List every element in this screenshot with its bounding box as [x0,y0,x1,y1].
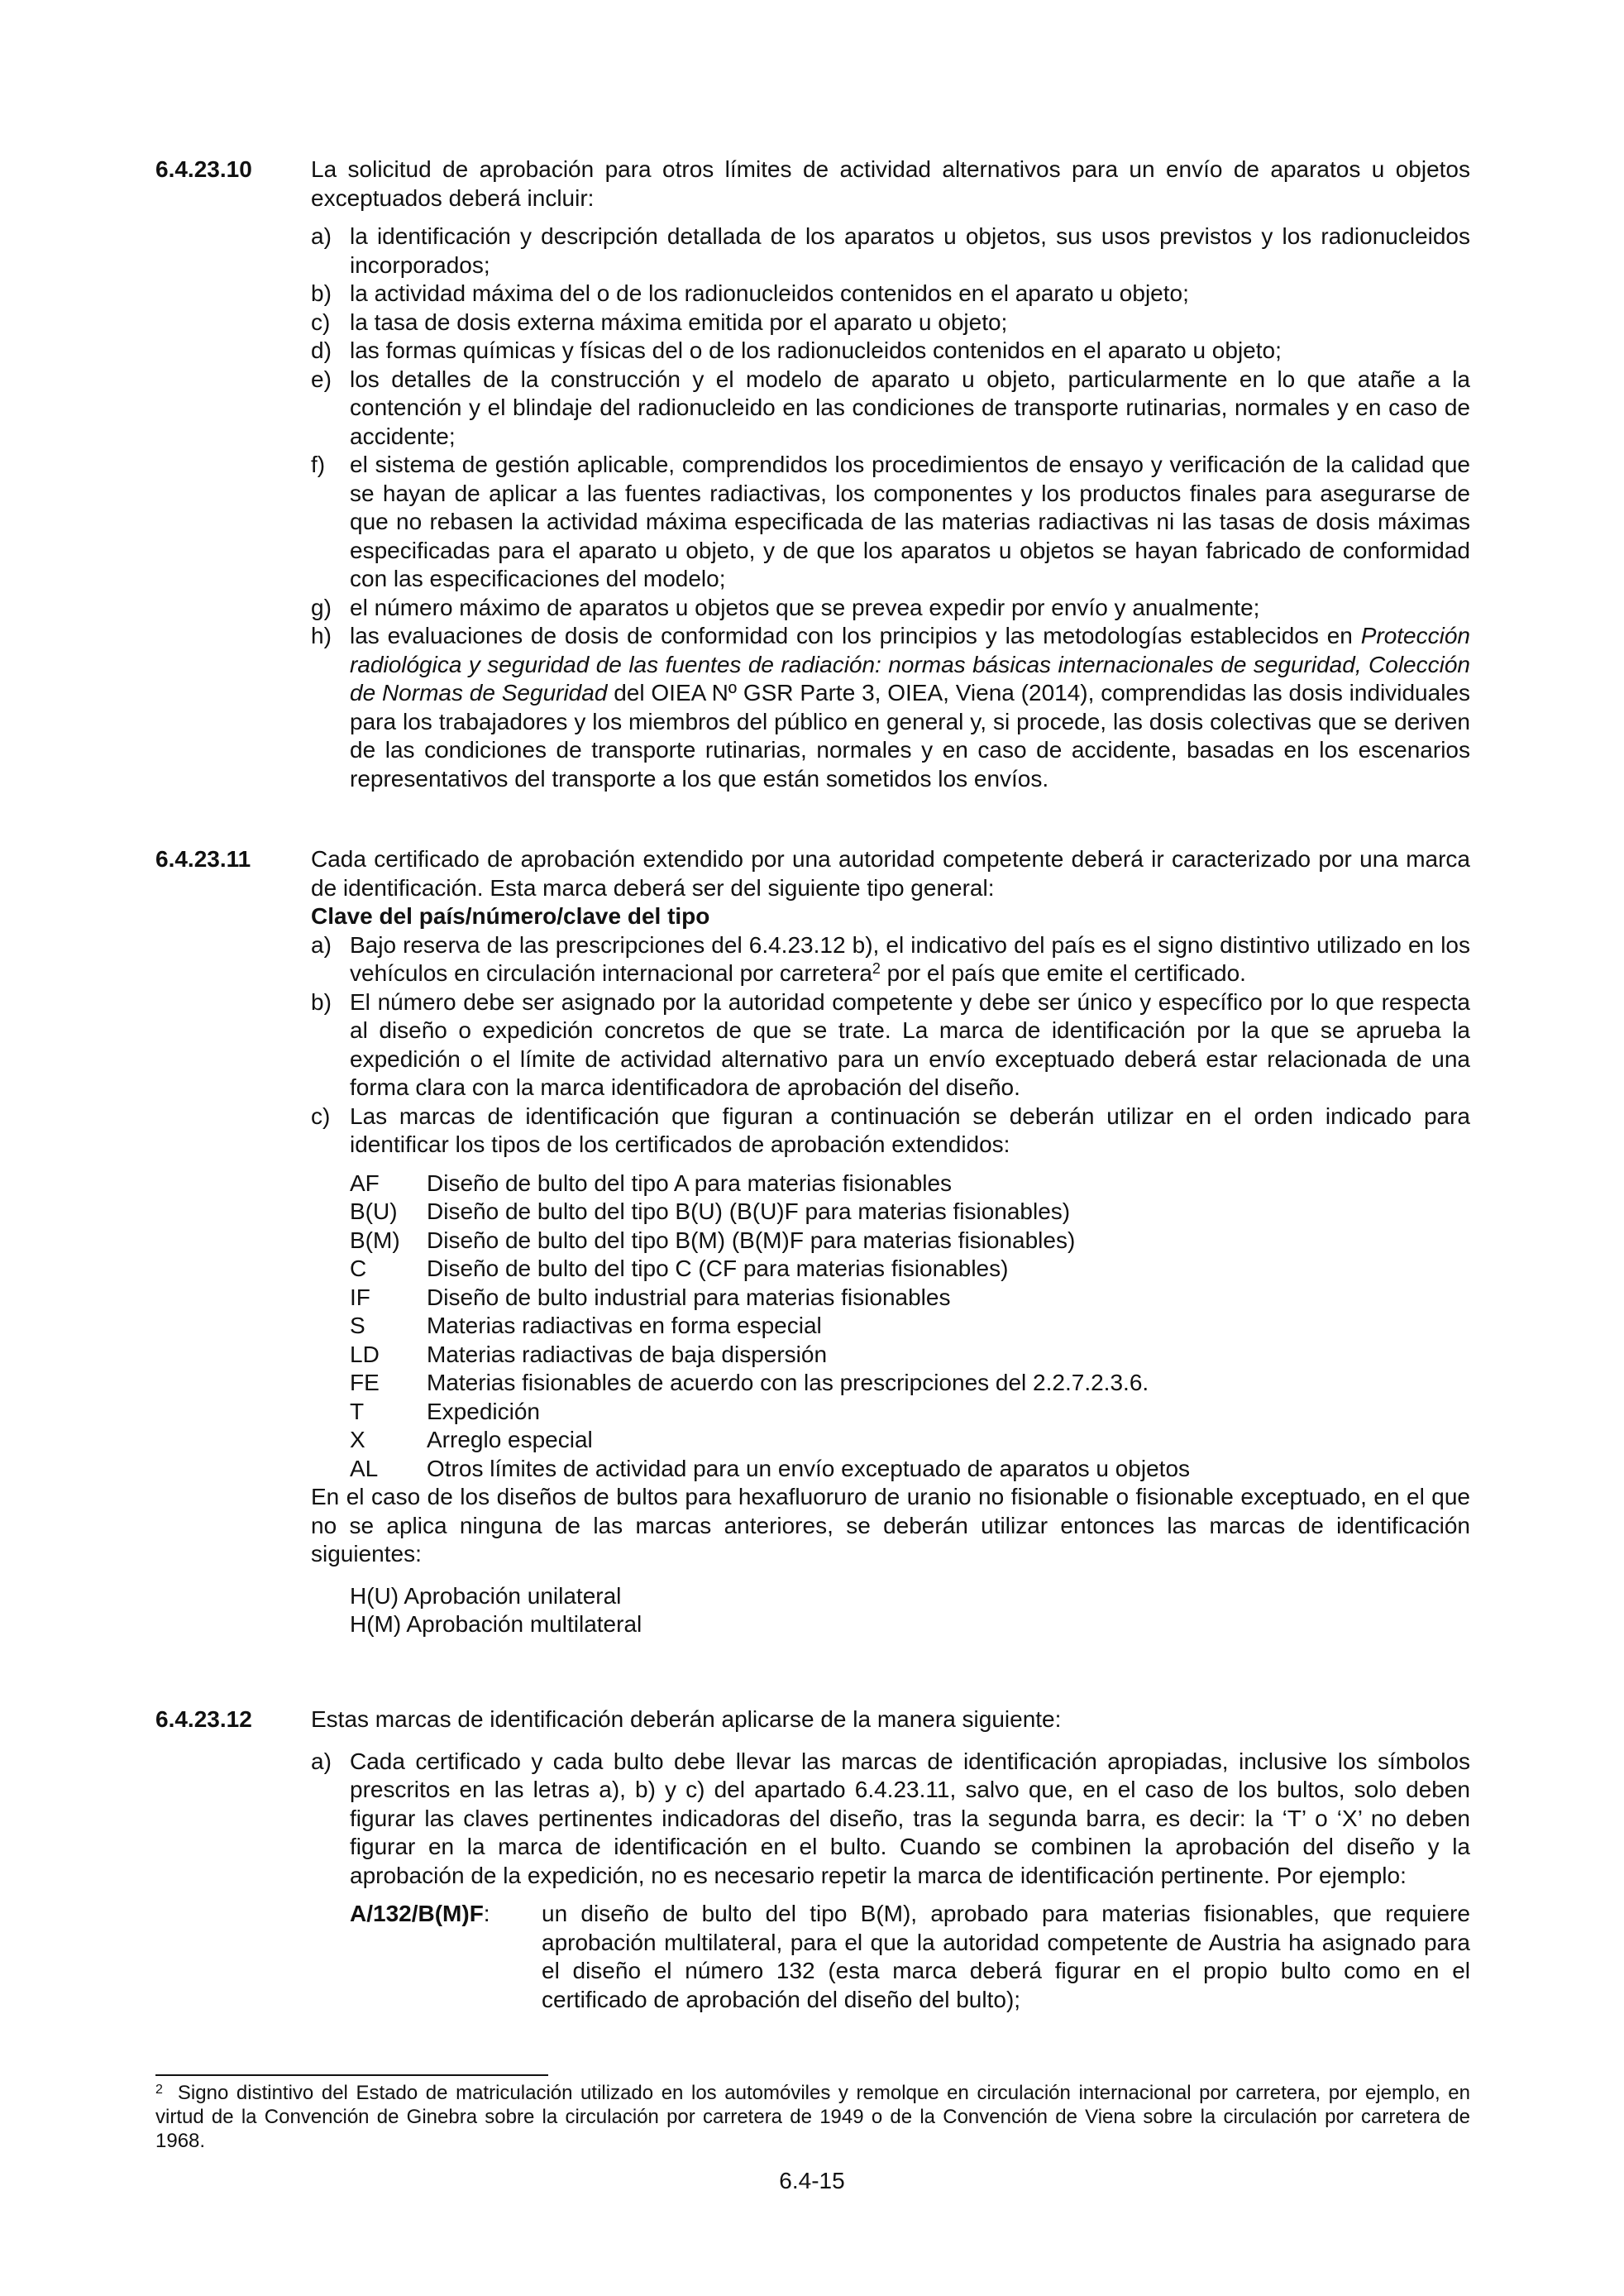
list-item [311,366,1470,452]
identification-codes-table [350,1170,1470,1484]
code: IF [350,1284,370,1310]
list-text: la identificación y descripción detallada de los aparatos u objetos, sus usos previstos y los radionucleidos incorporados; [350,223,1470,278]
section-intro: Cada certificado de aprobación extendido por una autoridad competente deberá ir caracterizado por una marca de identificación. Esta marca deberá ser del siguiente tipo general: [311,846,1470,901]
section-number: 6.4.23.11 [155,846,251,872]
list-item [311,594,1470,623]
uranium-marks [350,1582,1470,1639]
code: FE [350,1370,380,1395]
section-body [311,1705,1470,2014]
text-run: por el país que emite el certificado. [880,960,1246,986]
code-row [350,1312,1470,1341]
section-number: 6.4.23.10 [155,156,252,182]
code-description: Diseño de bulto del tipo A para materias fisionables [427,1170,953,1196]
footnote-text: Signo distintivo del Estado de matriculación utilizado en los automóviles y remolque en circulación internacional por carretera, por ejemplo, en virtud de la Convención de Ginebra sobre la circulación por carretera de 1949 o de la Convención de Viena sobre la circulación por carretera de 1968. [155,2082,1470,2152]
code-row [350,1198,1470,1227]
code-description: Materias fisionables de acuerdo con las prescripciones del 2.2.7.2.3.6. [427,1370,1149,1395]
h-mark-line: H(U) Aprobación unilateral [350,1582,622,1609]
code-row [350,1426,1470,1455]
list-item [311,337,1470,366]
list-text: la tasa de dosis externa máxima emitida por el aparato u objeto; [350,309,1008,335]
code: S [350,1313,365,1338]
list-text: las formas químicas y físicas del o de los radionucleidos contenidos en el aparato u objeto; [350,337,1282,363]
text-run: Bajo reserva de las prescripciones del 6.4.23.12 b), el indicativo del país es el signo distintivo utilizado en los vehículos en circulación internacional por carretera [350,931,1470,986]
section-body [311,155,1470,793]
code-description: Expedición [427,1398,540,1424]
list-label: a) [311,223,332,249]
section-intro: La solicitud de aprobación para otros límites de actividad alternativos para un envío de aparatos u objetos exceptuados deberá incluir: [311,156,1470,211]
code: X [350,1427,365,1452]
example-description: un diseño de bulto del tipo B(M), aprobado para materias fisionables, que requiere aprobación multilateral, para el que la autoridad competente de Austria ha asignado para el diseño el número 132 (esta marca deberá figurar en el propio bulto como en el certificado de aprobación del diseño del bulto); [542,1901,1470,2012]
list-item [311,988,1470,1103]
code: AL [350,1455,379,1481]
code: AF [350,1170,380,1196]
section-6-4-23-10 [155,155,1470,793]
code-row [350,1341,1470,1370]
list-label: b) [311,988,332,1015]
footnote-marker: 2 [155,2083,163,2097]
footnote-separator [155,2074,548,2076]
mark-format-heading: Clave del país/número/clave del tipo [311,903,710,929]
list-item [311,309,1470,337]
list-label: h) [311,623,332,648]
code-row [350,1455,1470,1484]
code: B(U) [350,1198,398,1224]
text-run: las evaluaciones de dosis de conformidad con los principios y las metodologías establecidos en [350,623,1361,648]
list-text: Cada certificado y cada bulto debe llevar las marcas de identificación apropiadas, inclusive los símbolos prescritos en las letras a), b) y c) del apartado 6.4.23.11, salvo que, en el caso de los bultos, solo deben figurar las claves pertinentes indicadoras del diseño, tras la segunda barra, es decir: la ‘T’ o ‘X’ no deben figurar en la marca de identificación en el bulto. Cuando se combinen la aprobación del diseño y la aprobación de la expedición, no es necesario repetir la marca de identificación pertinente. Por ejemplo: [350,1748,1470,1888]
list-text: El número debe ser asignado por la autoridad competente y debe ser único y específico por lo que respecta al diseño o expedición concretos de que se trate. La marca de identificación por la que se aprueba la expedición o el límite de actividad alternativo para un envío exceptuado deberá estar relacionada de una forma clara con la marca identificadora de aprobación del diseño. [350,988,1470,1100]
code-description: Diseño de bulto del tipo B(U) (B(U)F para materias fisionables) [427,1198,1071,1224]
list-item [311,280,1470,309]
footnote [155,2081,1470,2153]
list-item [311,931,1470,988]
list-text: Las marcas de identificación que figuran a continuación se deberán utilizar en el orden indicado para identificar los tipos de los certificados de aprobación extendidos: [350,1103,1470,1157]
code-description: Otros límites de actividad para un envío exceptuado de aparatos u objetos [427,1455,1191,1481]
list-item [311,1103,1470,1160]
section-6-4-23-12 [155,1705,1470,2014]
h-mark-line: H(M) Aprobación multilateral [350,1611,642,1637]
code-description: Arreglo especial [427,1427,593,1452]
example-mark [350,1900,1470,2014]
code-row [350,1398,1470,1427]
list-label: c) [311,309,331,335]
footnote-reference: 2 [872,960,881,977]
list-text [350,622,1470,793]
section-6-4-23-11 [155,845,1470,1639]
code-description: Diseño de bulto del tipo C (CF para materias fisionables) [427,1256,1009,1281]
list-label: c) [311,1103,331,1129]
list-label: g) [311,594,332,620]
list-item [311,222,1470,280]
example-code [350,1900,542,2014]
list-label: a) [311,1748,332,1774]
code: C [350,1256,367,1281]
example-code-colon: : [483,1901,490,1926]
list-label: f) [311,452,326,477]
code-description: Materias radiactivas en forma especial [427,1313,822,1338]
code-row [350,1170,1470,1198]
code: B(M) [350,1227,400,1253]
list-label: b) [311,280,332,306]
list-label: e) [311,366,332,392]
requirements-list [311,222,1470,793]
list-text: la actividad máxima del o de los radionucleidos contenidos en el aparato u objeto; [350,280,1189,306]
code-description: Diseño de bulto industrial para materias fisionables [427,1284,951,1310]
uranium-hexafluoride-paragraph: En el caso de los diseños de bultos para hexafluoruro de uranio no fisionable o fisionable exceptuado, en el que no se aplica ninguna de las marcas anteriores, se deberán utilizar entonces las marcas de identificación siguientes: [311,1484,1470,1567]
section-number: 6.4.23.12 [155,1706,252,1732]
code-row [350,1369,1470,1398]
list-item [311,1748,1470,1891]
page-number: 6.4-15 [779,2168,845,2193]
code-row [350,1227,1470,1256]
section-body [311,845,1470,1639]
list-item [311,622,1470,793]
list-item [311,451,1470,594]
publication-title: Protección radiológica y seguridad de las fuentes de radiación: normas básicas internacionales de seguridad, Colección de Normas de Seguridad [350,623,1470,706]
list-text [350,931,1470,988]
code-description: Diseño de bulto del tipo B(M) (B(M)F para materias fisionables) [427,1227,1076,1253]
list-text: el número máximo de aparatos u objetos que se prevea expedir por envío y anualmente; [350,594,1260,620]
list-text: el sistema de gestión aplicable, comprendidos los procedimientos de ensayo y verificación de la calidad que se hayan de aplicar a las fuentes radiactivas, los componentes y los productos finales para asegurarse de que no rebasen la actividad máxima especificada de las materias radiactivas ni las tasas de dosis máximas especificadas para el aparato u objeto, y de que los aparatos u objetos se hayan fabricado de conformidad con las especificaciones del modelo; [350,452,1470,591]
code-row [350,1255,1470,1284]
list-label: a) [311,931,332,958]
code: T [350,1398,365,1424]
section-intro: Estas marcas de identificación deberán aplicarse de la manera siguiente: [311,1706,1062,1732]
code-description: Materias radiactivas de baja dispersión [427,1341,828,1367]
code-row [350,1284,1470,1313]
code: LD [350,1341,380,1367]
list-label: d) [311,337,332,363]
example-code-text: A/132/B(M)F [350,1901,484,1926]
list-text: los detalles de la construcción y el modelo de aparato u objeto, particularmente en lo que atañe a la contención y el blindaje del radionucleido en las condiciones de transporte rutinarias, normales y en caso de accidente; [350,366,1470,449]
text-run: del OIEA Nº GSR Parte 3, OIEA, Viena (2014), comprendidas las dosis individuales para los trabajadores y los miembros del público en general y, si procede, las dosis colectivas que se deriven de las condiciones de transporte rutinarias, normales y en caso de accidente, basadas en los escenarios representativos del transporte a los que están sometidos los envíos. [350,680,1470,792]
